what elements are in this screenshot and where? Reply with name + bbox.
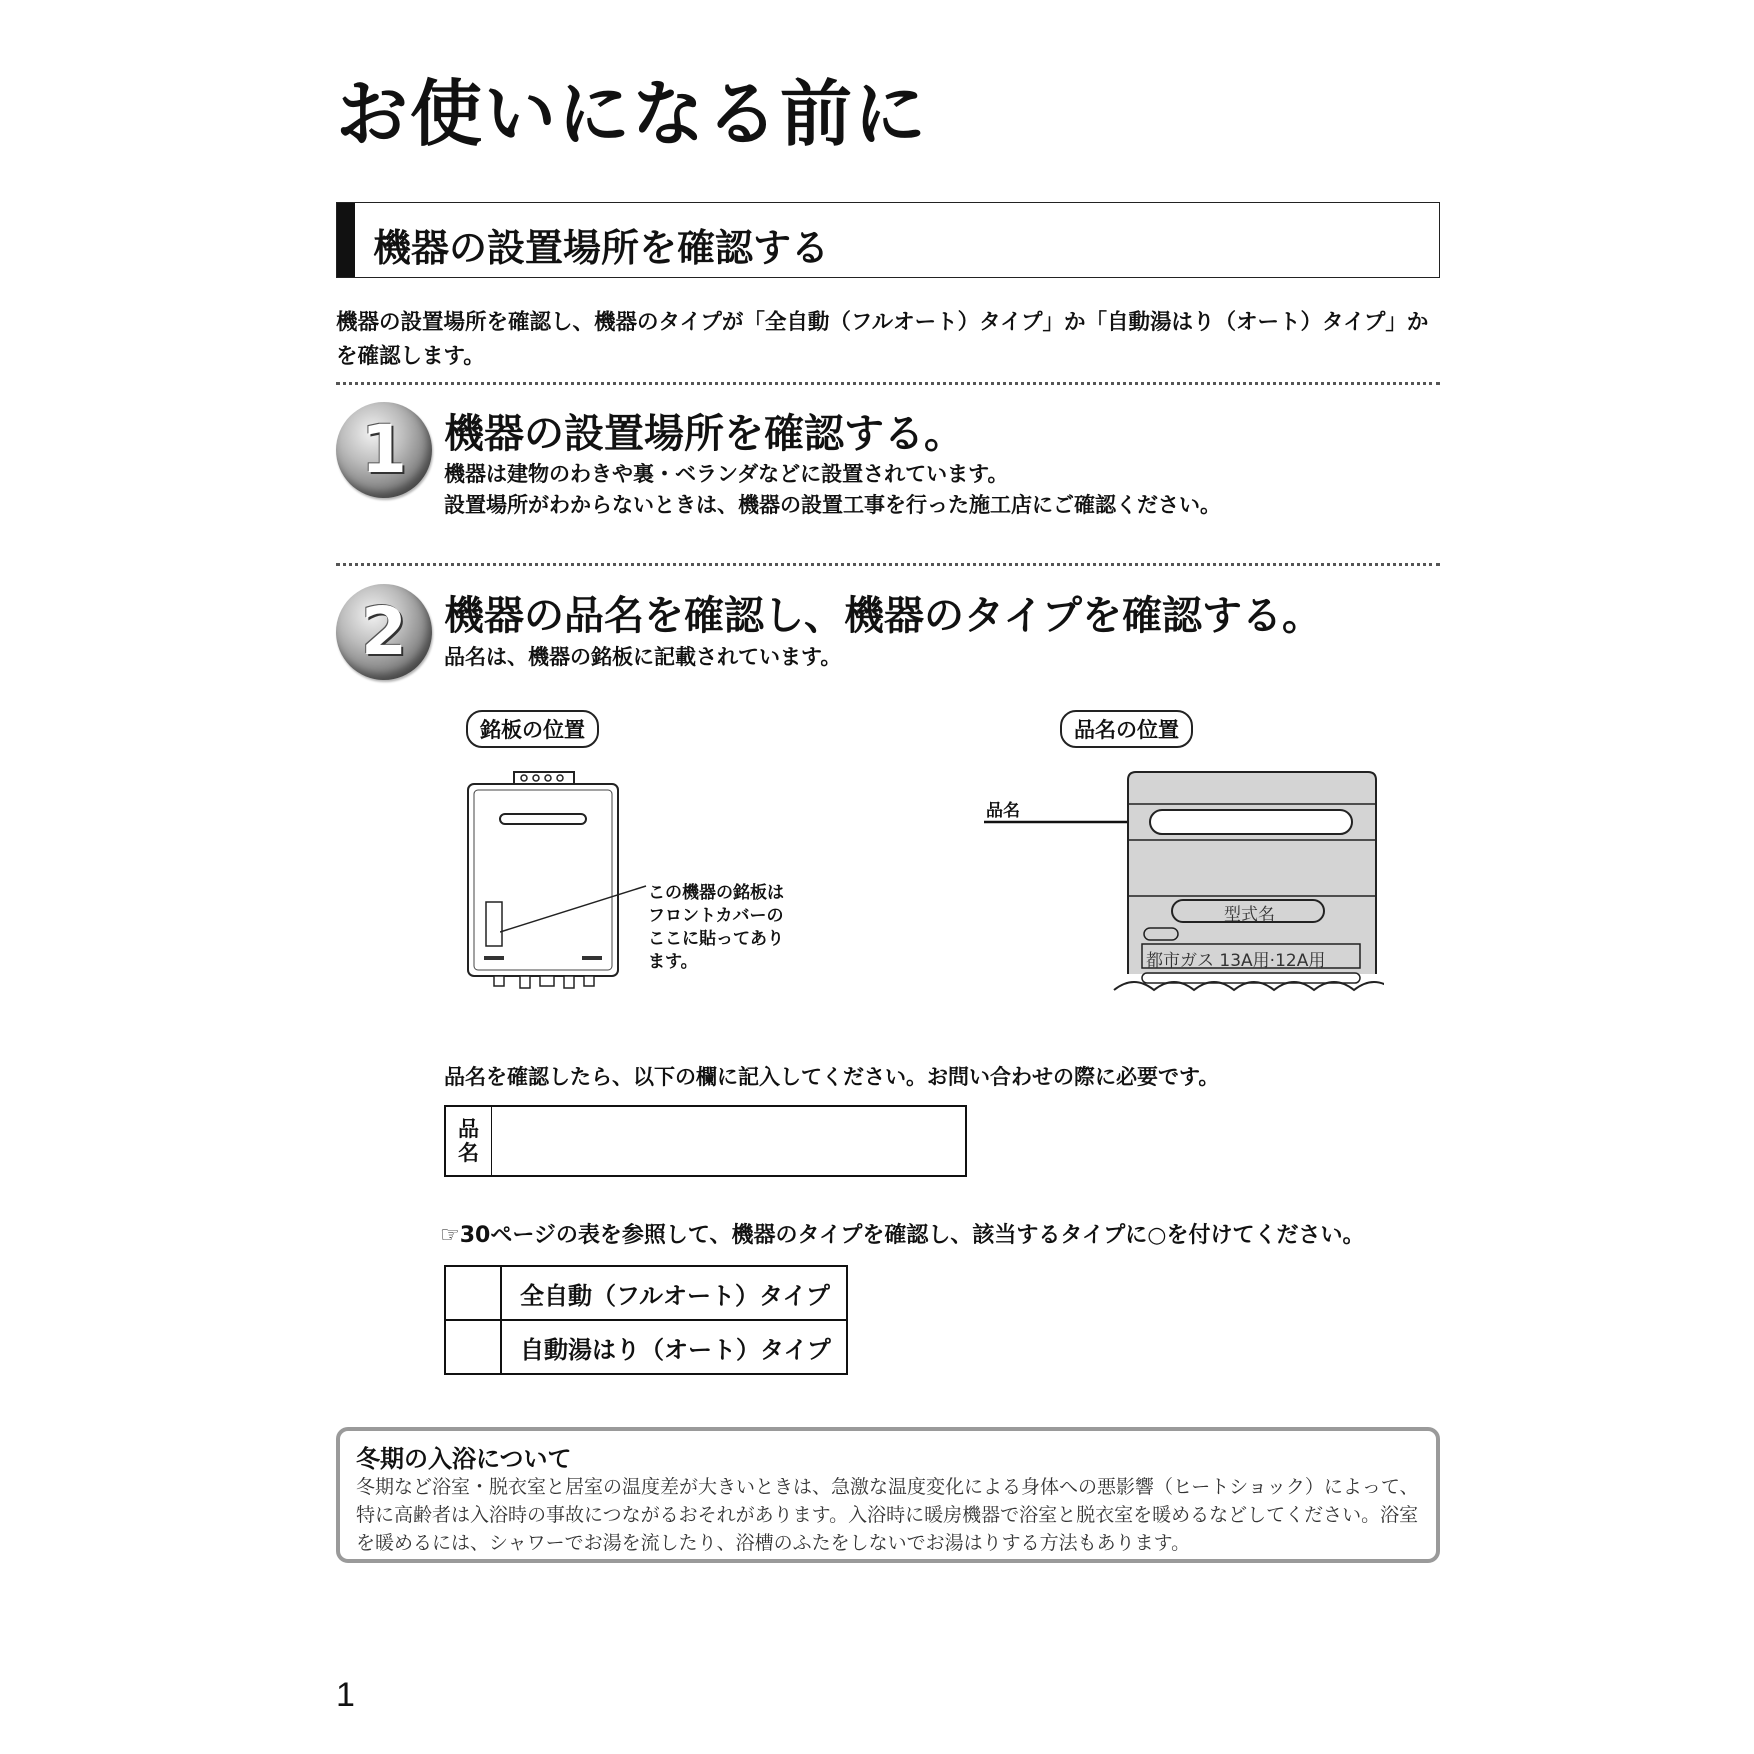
callout-line-2: フロントカバーの bbox=[648, 906, 784, 926]
winter-bathing-note bbox=[336, 1427, 1440, 1563]
section-heading bbox=[336, 202, 1440, 278]
type-label-auto: 自動湯はり（オート）タイプ bbox=[501, 1320, 847, 1374]
note-body: 冬期など浴室・脱衣室と居室の温度差が大きいときは、急激な温度変化による身体への悪影響（ヒートショック）によって、特に高齢者は入浴時の事故につながるおそれがあります。入浴時に暖房機器で浴室と脱衣室を暖めるなどしてください。浴室を暖めるには、シャワーでお湯を流したり、浴槽のふたをしないでお湯はりする方法もあります。 bbox=[356, 1476, 1419, 1554]
product-name-field-label bbox=[446, 1107, 492, 1175]
record-instruction: 品名を確認したら、以下の欄に記入してください。お問い合わせの際に必要です。 bbox=[444, 1065, 1220, 1089]
step-1-line-2: 設置場所がわからないときは、機器の設置工事を行った施工店にご確認ください。 bbox=[444, 493, 1221, 517]
dotted-divider bbox=[336, 382, 1440, 385]
type-mark-cell[interactable] bbox=[445, 1266, 501, 1320]
step-1-title: 機器の設置場所を確認する。 bbox=[444, 411, 964, 457]
nameplate-position-label: 銘板の位置 bbox=[466, 710, 599, 748]
callout-line-3: ここに貼ってあり bbox=[648, 929, 784, 949]
hinmei-arrow-label: 品名 bbox=[986, 801, 1020, 821]
section-title: 機器の設置場所を確認する bbox=[373, 226, 830, 270]
intro-text: 機器の設置場所を確認し、機器のタイプが「全自動（フルオート）タイプ」か「自動湯はり（オート）タイプ」かを確認します。 bbox=[336, 310, 1429, 369]
label-char-bottom: 名 bbox=[458, 1141, 479, 1165]
callout-line bbox=[500, 880, 650, 940]
nameplate-callout-text bbox=[648, 882, 784, 974]
step-1-line-1: 機器は建物のわきや裏・ベランダなどに設置されています。 bbox=[444, 462, 1009, 486]
type-row bbox=[445, 1266, 847, 1320]
type-table bbox=[444, 1265, 848, 1375]
step-2-line-1: 品名は、機器の銘板に記載されています。 bbox=[444, 645, 842, 669]
section-heading-bar bbox=[337, 203, 355, 277]
callout-line-1: この機器の銘板は bbox=[648, 883, 784, 903]
product-name-position-label: 品名の位置 bbox=[1060, 710, 1193, 748]
label-char-top: 品 bbox=[458, 1117, 479, 1141]
step-2-title: 機器の品名を確認し、機器のタイプを確認する。 bbox=[444, 593, 1322, 639]
page-title: お使いになる前に bbox=[336, 72, 929, 156]
product-name-field bbox=[444, 1105, 967, 1177]
type-label-full-auto: 全自動（フルオート）タイプ bbox=[501, 1266, 847, 1320]
step-2-badge bbox=[336, 584, 432, 680]
step-1-badge bbox=[336, 402, 432, 498]
step-2-number: 2 bbox=[361, 593, 407, 670]
dotted-divider bbox=[336, 563, 1440, 566]
note-title: 冬期の入浴について bbox=[356, 1445, 572, 1473]
type-row bbox=[445, 1320, 847, 1374]
type-mark-cell[interactable] bbox=[445, 1320, 501, 1374]
step-1-number: 1 bbox=[361, 411, 407, 488]
reference-note: ☞30ページの表を参照して、機器のタイプを確認し、該当するタイプに○を付けてください。 bbox=[440, 1223, 1365, 1248]
model-label: 型式名 bbox=[1224, 905, 1275, 925]
callout-line-4: ます。 bbox=[648, 952, 698, 972]
page-number: 1 bbox=[336, 1676, 355, 1714]
gas-type-label: 都市ガス 13A用·12A用 bbox=[1146, 951, 1326, 971]
